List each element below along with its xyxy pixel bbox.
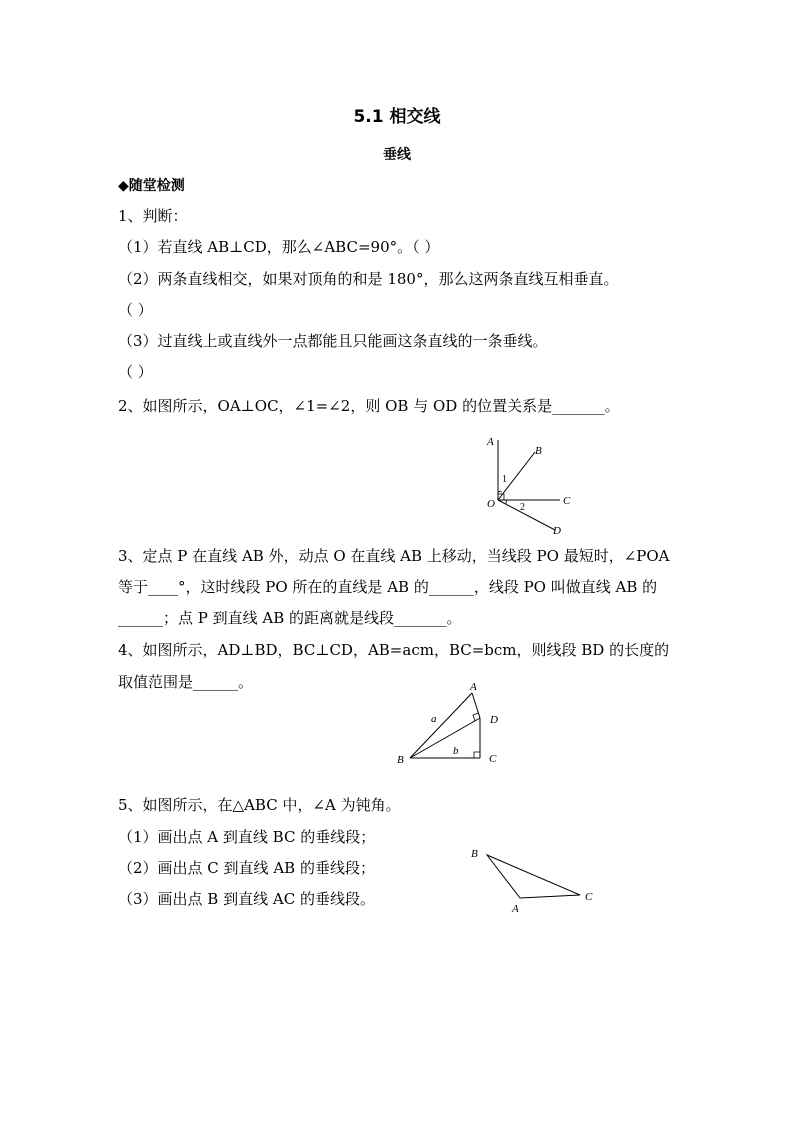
label-c: C (585, 891, 593, 903)
label-a-length: a (431, 713, 437, 725)
q2-angle-figure (480, 432, 580, 537)
q3-line: 3、定点 P 在直线 AB 外，动点 O 在直线 AB 上移动，当线段 PO 最短时，∠POA (118, 547, 670, 565)
q1-item: （2）两条直线相交，如果对顶角的和是 180°，那么这两条直线互相垂直。 (118, 270, 619, 288)
right-angle-mark-c (474, 752, 480, 758)
label-b: B (535, 445, 542, 457)
angle-1-arc (498, 491, 502, 492)
label-d: D (490, 714, 498, 726)
page-title: 5.1 相交线 (353, 107, 441, 127)
segment-ab (410, 693, 472, 758)
triangle-abc (487, 855, 580, 898)
label-b: B (397, 754, 404, 766)
q2-text: 2、如图所示，OA⊥OC，∠1=∠2，则 OB 与 OD 的位置关系是_______。 (118, 397, 620, 415)
page-subtitle: 垂线 (383, 147, 411, 163)
q4-line: 取值范围是______。 (118, 673, 254, 691)
q3-line: 等于____°，这时线段 PO 所在的直线是 AB 的______，线段 PO 叫做直线 AB 的 (118, 578, 658, 596)
q1-answer-blank: （ ） (118, 363, 153, 381)
q4-triangle-figure (395, 678, 505, 770)
segment-bd (410, 718, 480, 758)
label-a: A (470, 681, 477, 693)
label-a: A (512, 903, 519, 915)
label-angle-2: 2 (520, 502, 525, 513)
q5-item: （2）画出点 C 到直线 AB 的垂线段； (118, 859, 375, 877)
label-angle-1: 1 (502, 474, 507, 485)
q4-line: 4、如图所示，AD⊥BD，BC⊥CD，AB=acm，BC=bcm，则线段 BD 的长度的 (118, 641, 670, 659)
q5-item: （3）画出点 B 到直线 AC 的垂线段。 (118, 890, 375, 908)
q1-stem: 1、判断： (118, 207, 188, 225)
label-o: O (487, 498, 495, 510)
label-b-length: b (453, 745, 459, 757)
q1-item: （1）若直线 AB⊥CD，那么∠ABC=90°。（ ） (118, 238, 440, 256)
ray-od (498, 500, 555, 530)
q1-item: （3）过直线上或直线外一点都能且只能画这条直线的一条垂线。 (118, 332, 548, 350)
q5-stem: 5、如图所示，在△ABC 中，∠A 为钝角。 (118, 796, 401, 814)
label-c: C (489, 753, 497, 765)
label-c: C (563, 495, 571, 507)
segment-ad (472, 693, 480, 718)
label-b: B (471, 848, 478, 860)
q1-answer-blank: （ ） (118, 301, 153, 319)
label-a: A (487, 436, 494, 448)
label-d: D (553, 525, 561, 537)
q3-line: ______；点 P 到直线 AB 的距离就是线段_______。 (118, 609, 462, 627)
q5-item: （1）画出点 A 到直线 BC 的垂线段； (118, 828, 376, 846)
section-heading: ◆随堂检测 (118, 178, 185, 194)
angle-2-arc (506, 500, 507, 504)
q5-triangle-figure (465, 843, 605, 918)
